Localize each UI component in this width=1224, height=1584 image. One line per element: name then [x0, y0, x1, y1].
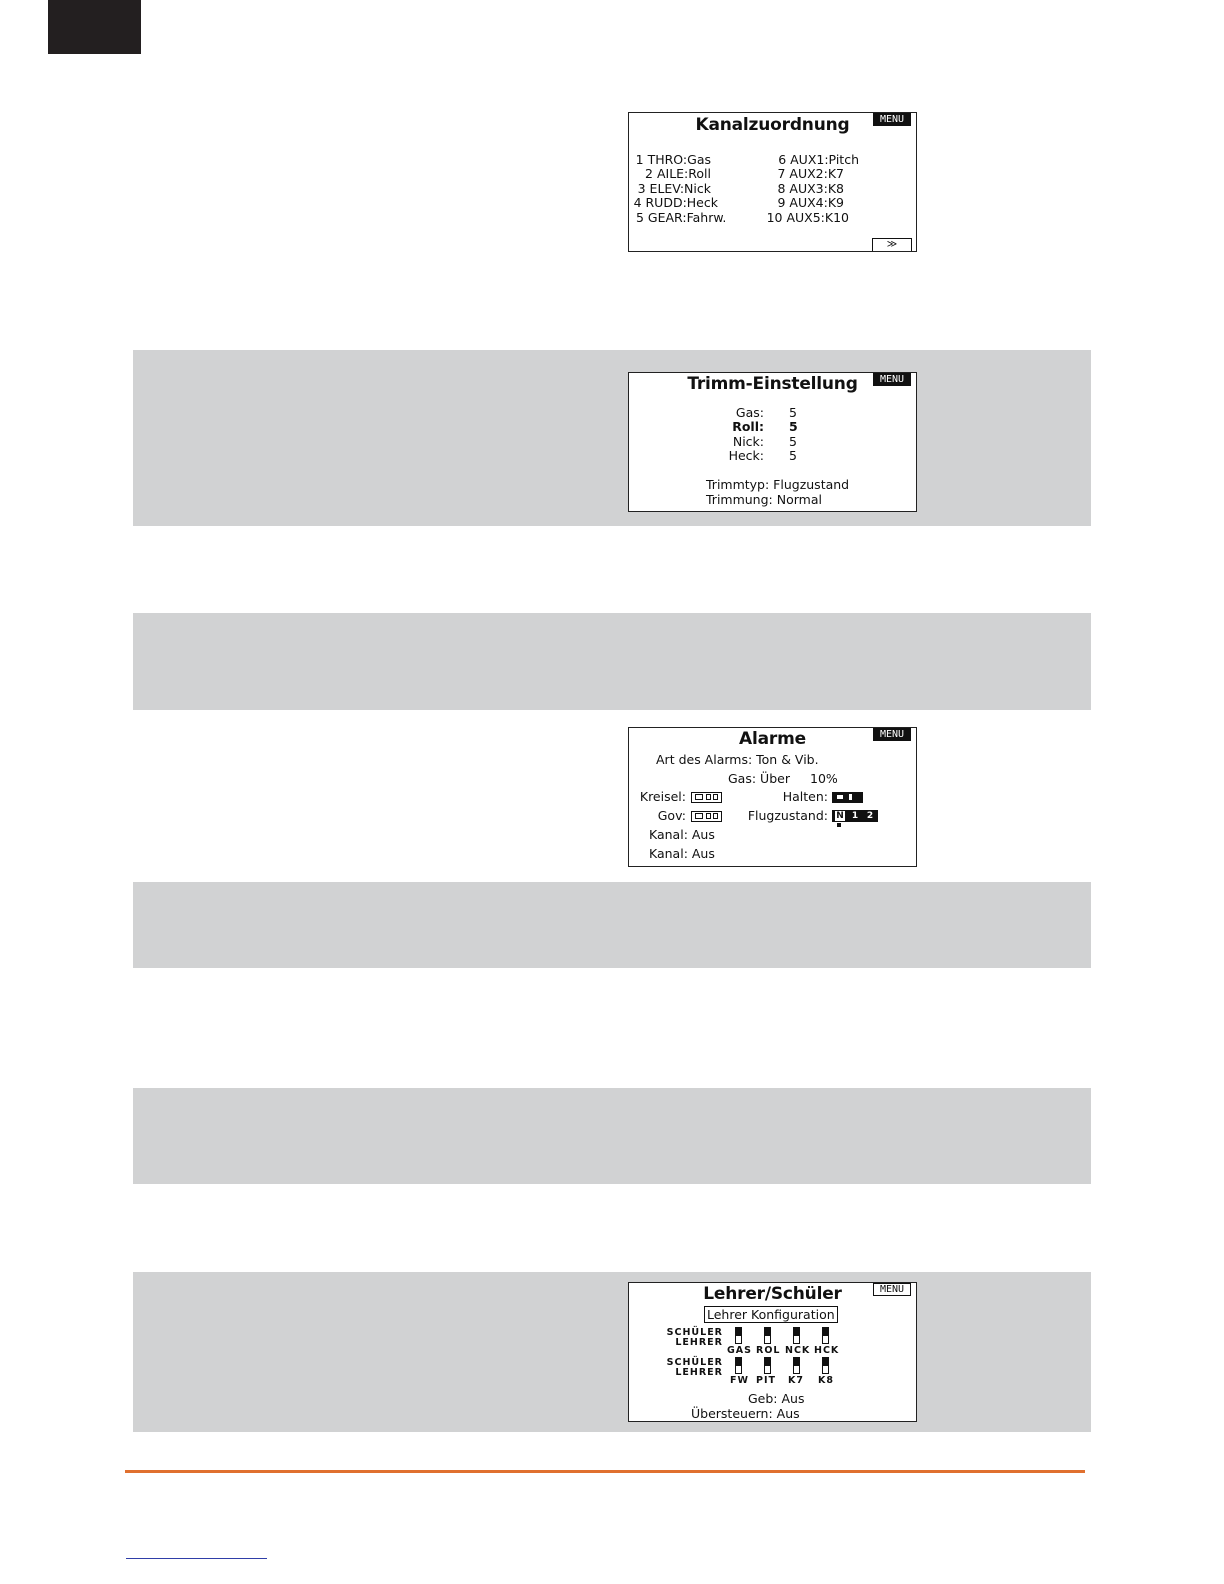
- menu-button[interactable]: MENU: [873, 1283, 911, 1296]
- channel-alarm[interactable]: Kanal: Aus: [649, 846, 715, 861]
- trim-value[interactable]: 5: [789, 405, 797, 420]
- trimm-einstellung-screen: [628, 372, 917, 512]
- teacher-label: LEHRER: [675, 1367, 723, 1378]
- trim-label: Gas:: [735, 405, 764, 420]
- screen-title: Alarme: [739, 729, 806, 749]
- channel-label: ROL: [756, 1345, 781, 1356]
- flight-mode-label: Flugzustand:: [747, 808, 828, 823]
- channel-label: K7: [788, 1375, 804, 1386]
- channel-assignment[interactable]: 9 AUX4:K9: [777, 195, 844, 210]
- footer-link-underline: [126, 1558, 267, 1559]
- language-tab: [48, 0, 141, 54]
- student-label: SCHÜLER: [666, 1327, 723, 1338]
- instruction-band: [133, 350, 1091, 526]
- flight-mode-option[interactable]: 1: [851, 811, 859, 821]
- channel-toggle[interactable]: [793, 1327, 800, 1344]
- hold-label: Halten:: [782, 789, 828, 804]
- channel-toggle[interactable]: [764, 1357, 771, 1374]
- alarm-type[interactable]: Art des Alarms: Ton & Vib.: [656, 752, 819, 767]
- alarme-screen: [628, 727, 917, 867]
- instruction-band: [133, 1088, 1091, 1184]
- channel-toggle[interactable]: [735, 1327, 742, 1344]
- trim-value[interactable]: 5: [789, 419, 798, 434]
- flight-mode-option[interactable]: N: [834, 810, 846, 822]
- channel-toggle[interactable]: [793, 1357, 800, 1374]
- throttle-alarm-percent[interactable]: 10%: [810, 771, 838, 786]
- trainer-mode-selector[interactable]: Lehrer Konfiguration: [704, 1306, 838, 1323]
- kanalzuordnung-screen: [628, 112, 917, 252]
- gyro-label: Kreisel:: [639, 789, 686, 804]
- trim-type[interactable]: Trimmtyp: Flugzustand: [706, 477, 850, 492]
- menu-button[interactable]: MENU: [873, 373, 911, 386]
- channel-toggle[interactable]: [735, 1357, 742, 1374]
- flight-mode-option[interactable]: 2: [866, 811, 874, 821]
- trim-value[interactable]: 5: [789, 434, 797, 449]
- override-setting[interactable]: Übersteuern: Aus: [691, 1406, 800, 1421]
- channel-label: GAS: [727, 1345, 752, 1356]
- channel-toggle[interactable]: [822, 1357, 829, 1374]
- trim-mode[interactable]: Trimmung: Normal: [706, 492, 822, 507]
- selection-caret: [837, 823, 841, 827]
- throttle-alarm[interactable]: Gas: Über: [728, 771, 790, 786]
- instruction-band: [133, 613, 1091, 710]
- channel-label: PIT: [756, 1375, 776, 1386]
- student-label: SCHÜLER: [666, 1357, 723, 1368]
- footer-rule: [125, 1470, 1085, 1473]
- channel-toggle[interactable]: [822, 1327, 829, 1344]
- channel-assignment[interactable]: 4 RUDD:Heck: [633, 195, 718, 210]
- channel-assignment[interactable]: 10 AUX5:K10: [766, 210, 849, 225]
- flight-mode-selector[interactable]: [832, 810, 878, 822]
- lehrer-schueler-screen: [628, 1282, 917, 1422]
- governor-switch[interactable]: [691, 811, 722, 822]
- screen-title: Lehrer/Schüler: [703, 1284, 842, 1304]
- channel-assignment[interactable]: 3 ELEV:Nick: [637, 181, 711, 196]
- trim-value[interactable]: 5: [789, 448, 797, 463]
- channel-alarm[interactable]: Kanal: Aus: [649, 827, 715, 842]
- channel-label: HCK: [814, 1345, 840, 1356]
- hold-switch[interactable]: [832, 792, 863, 803]
- menu-button[interactable]: MENU: [873, 113, 911, 126]
- menu-button[interactable]: MENU: [873, 728, 911, 741]
- instruction-band: [133, 1272, 1091, 1432]
- channel-assignment[interactable]: 7 AUX2:K7: [777, 166, 844, 181]
- trim-label: Nick:: [732, 434, 764, 449]
- channel-label: K8: [818, 1375, 834, 1386]
- trim-label: Heck:: [728, 448, 764, 463]
- channel-label: NCK: [785, 1345, 811, 1356]
- teacher-label: LEHRER: [675, 1337, 723, 1348]
- screen-title: Trimm-Einstellung: [687, 374, 858, 394]
- channel-label: FW: [730, 1375, 749, 1386]
- channel-assignment[interactable]: 1 THRO:Gas: [635, 152, 711, 167]
- gyro-switch[interactable]: [691, 792, 722, 803]
- trim-label: Roll:: [732, 419, 764, 434]
- channel-assignment[interactable]: 2 AILE:Roll: [645, 166, 711, 181]
- screen-title: Kanalzuordnung: [695, 115, 850, 135]
- next-page-button[interactable]: ≫: [872, 238, 912, 251]
- channel-assignment[interactable]: 8 AUX3:K8: [777, 181, 844, 196]
- channel-assignment[interactable]: 6 AUX1:Pitch: [778, 152, 859, 167]
- channel-toggle[interactable]: [764, 1327, 771, 1344]
- geb-setting[interactable]: Geb: Aus: [748, 1391, 805, 1406]
- channel-assignment[interactable]: 5 GEAR:Fahrw.: [636, 210, 727, 225]
- governor-label: Gov:: [657, 808, 686, 823]
- instruction-band: [133, 882, 1091, 968]
